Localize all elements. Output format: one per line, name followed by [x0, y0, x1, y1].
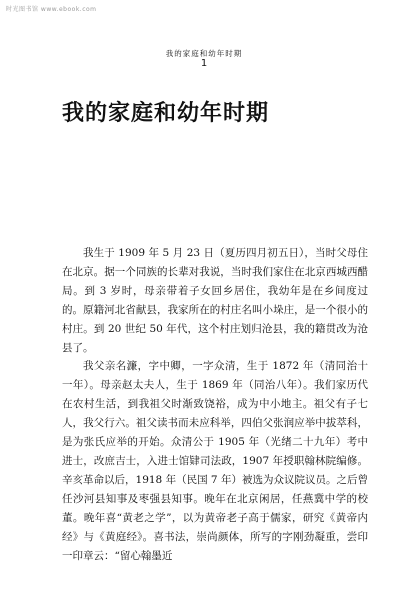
- page-number: 1: [200, 58, 208, 69]
- body-text: [62, 244, 368, 565]
- watermark: 时光图书馆 www.ebook.com: [6, 6, 97, 13]
- paragraph: 我生于 1909 年 5 月 23 日（夏历四月初五日），当时父母住在北京。据一个同族的长辈对我说，当时我们家住在北京西城西醋局。到 3 岁时，母亲带着子女回乡居住，我幼年是在乡间度过的。原籍河北省献县，我家所在的村庄名叫小垛庄，是一个很小的村庄。到 20 世纪 50 年代，这个村庄划归沧县，我的籍贯改为沧县了。: [62, 247, 368, 354]
- chapter-title: 我的家庭和幼年时期: [62, 101, 270, 126]
- running-header: 我的家庭和幼年时期: [165, 49, 243, 58]
- paragraph: 我父亲名濂，字中卿，一字众清，生于 1872 年（清同治十一年）。母亲赵太夫人，生于 1869 年（同治八年）。我们家历代在农村生活，到我祖父时渐致饶裕，成为中小地主。祖父有子七人，我父行六。祖父读书而未应科举，四伯父张润应举中拔萃科，是为张氏应举的开始。众清公于 1905 年（光绪二十九年）考中进士，改庶吉士，入进士馆肄司法政，1907 年授职翰林院编修。辛亥革命以后，1918 年（民国 7 年）被选为众议院议员。之后曾任沙河县知事及枣强县知事。晚年在北京闲居，任燕冀中学的校董。晚年喜“黄老之学”，以为黄帝老子高于儒家，研究《黄帝内经》与《黄庭经》。喜书法，崇尚颜体，所写的字刚劲凝重，尝印一印章云：“留心翰墨近: [62, 360, 368, 562]
